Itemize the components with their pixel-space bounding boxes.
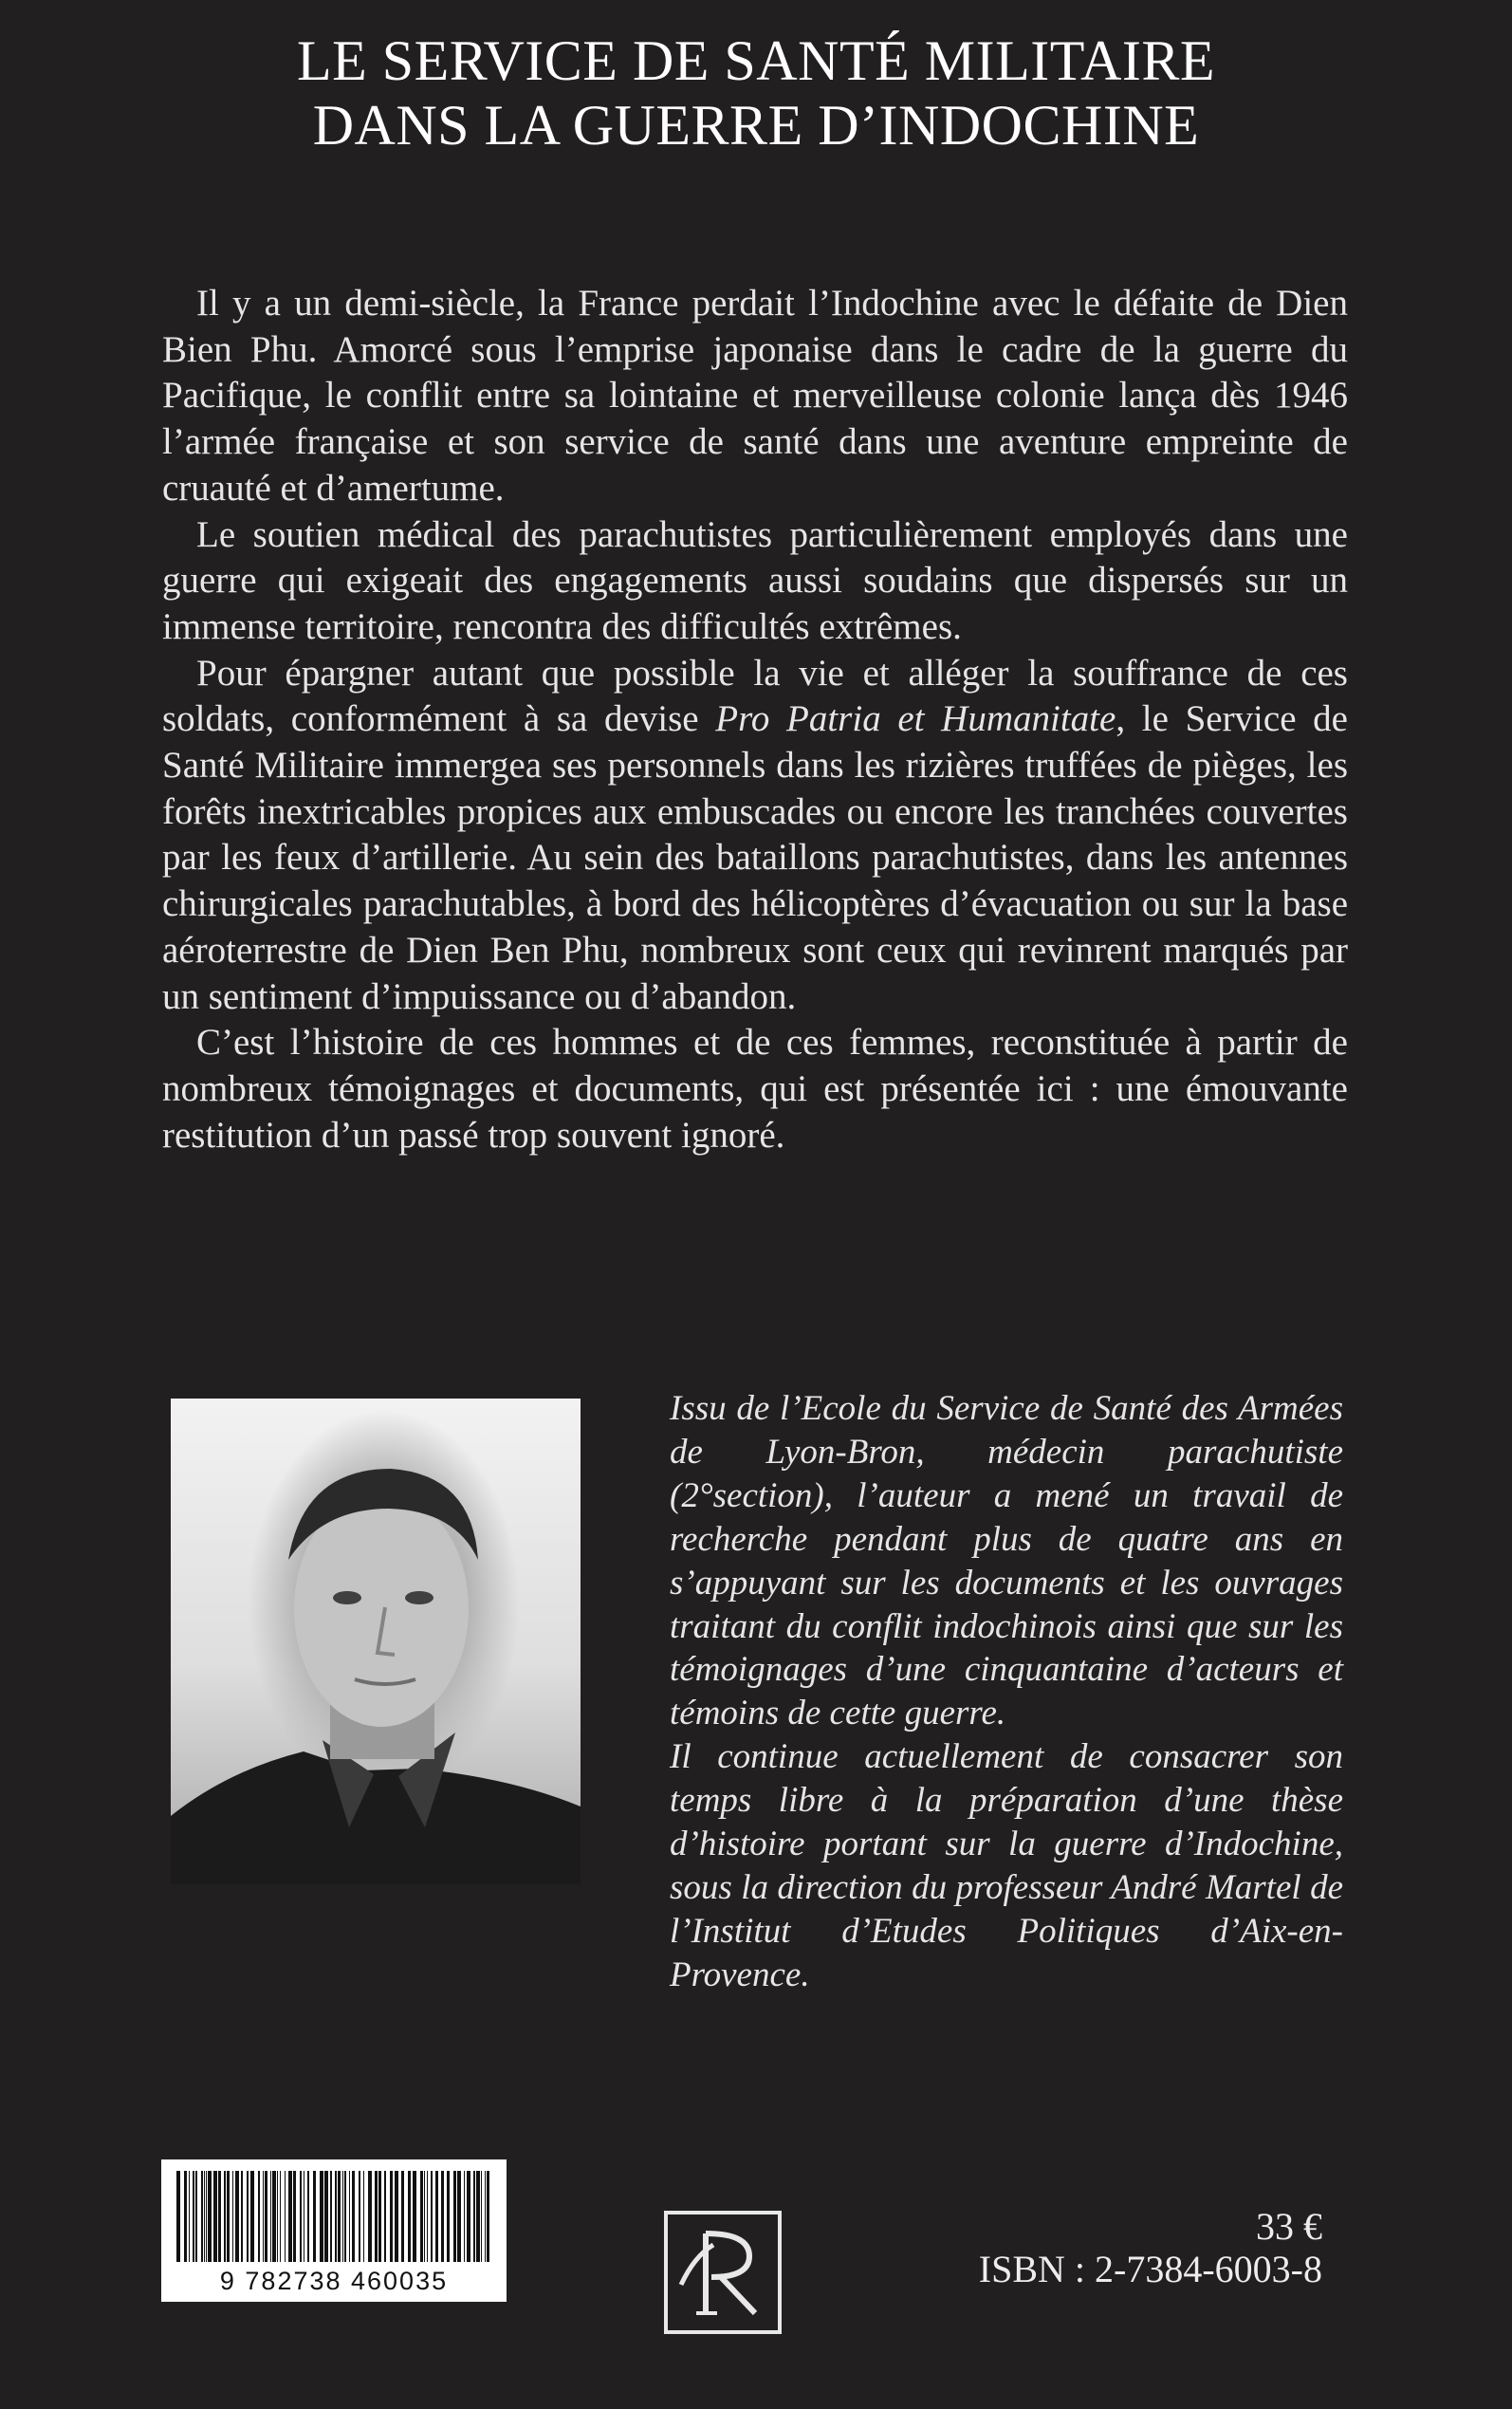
summary-text-run: Pour épargner autant que possible la vie et alléger la souffrance de ces soldats, conformément à sa devise bbox=[162, 652, 1348, 740]
barcode-bar bbox=[413, 2171, 416, 2262]
barcode-bar bbox=[335, 2171, 337, 2262]
summary-paragraph bbox=[162, 651, 1348, 1021]
barcode-bar bbox=[408, 2171, 411, 2262]
barcode-bar bbox=[342, 2171, 343, 2262]
barcode-bar bbox=[280, 2171, 281, 2262]
barcode-bar bbox=[368, 2171, 372, 2262]
barcode-bar bbox=[232, 2171, 233, 2262]
barcode-bar bbox=[208, 2171, 212, 2262]
author-bio-paragraph: Il continue actuellement de consacrer son temps libre à la préparation d’une thèse d’histoire portant sur la guerre d’Indochine, sous la direction du professeur André Martel de l’Institut d’Etudes Politiques d’Aix-en-Provence. bbox=[670, 1737, 1343, 1994]
barcode-bar bbox=[401, 2171, 404, 2262]
barcode-bar bbox=[201, 2171, 203, 2262]
barcode-bar bbox=[204, 2171, 205, 2262]
barcode-bar bbox=[390, 2171, 393, 2262]
motto: Pro Patria et Humanitate bbox=[715, 698, 1116, 740]
barcode-bar bbox=[420, 2171, 423, 2262]
barcode-bar bbox=[435, 2171, 438, 2262]
barcode-bar bbox=[213, 2171, 217, 2262]
barcode-bar bbox=[320, 2171, 323, 2262]
book-title-line-2: DANS LA GUERRE D’INDOCHINE bbox=[312, 94, 1200, 157]
barcode-bar bbox=[313, 2171, 316, 2262]
barcode-bar bbox=[487, 2171, 489, 2262]
barcode-bar bbox=[473, 2171, 475, 2262]
barcode-bar bbox=[250, 2171, 254, 2262]
price: 33 € bbox=[1256, 2205, 1322, 2248]
summary-text-run: , le Service de Santé Militaire immergea ses personnels dans les rizières truffées de pièges, les forêts inextricables propices aux embuscades ou encore les tranchées couvertes par les feux d’artillerie. Au sein des bataillons parachutistes, dans les antennes chirurgicales parachutables, à bord des hélicoptères d’évacuation ou sur la base aéroterrestre de Dien Ben Phu, nombreux sont ceux qui revinrent marqués par un sentiment d’impuissance ou d’abandon. bbox=[162, 698, 1348, 1017]
barcode-bar bbox=[277, 2171, 278, 2262]
barcode-bar bbox=[349, 2171, 350, 2262]
barcode-bar bbox=[363, 2171, 364, 2262]
barcode-bar bbox=[384, 2171, 386, 2262]
barcode-bar bbox=[288, 2171, 292, 2262]
barcode-bar bbox=[344, 2171, 346, 2262]
barcode-bar bbox=[263, 2171, 264, 2262]
author-portrait-icon bbox=[171, 1399, 581, 1884]
barcode-bar bbox=[476, 2171, 480, 2262]
barcode-bar bbox=[330, 2171, 332, 2262]
barcode-bars-icon bbox=[175, 2171, 493, 2262]
book-title bbox=[0, 28, 1512, 158]
barcode-bar bbox=[427, 2171, 428, 2262]
barcode-bar bbox=[285, 2171, 286, 2262]
author-bio-paragraph: Issu de l’Ecole du Service de Santé des Armées de Lyon-Bron, médecin parachutiste (2°section), l’auteur a mené un travail de recherche pendant plus de quatre ans en s’appuyant sur les documents et les ouvrages traitant du conflit indochinois ainsi que sur les témoignages d’une cinquantaine d’acteurs et témoins de cette guerre. bbox=[670, 1389, 1343, 1733]
barcode-bar bbox=[447, 2171, 450, 2262]
barcode-bar bbox=[338, 2171, 341, 2262]
author-photo bbox=[171, 1399, 581, 1884]
barcode-bar bbox=[352, 2171, 355, 2262]
barcode-bar bbox=[206, 2171, 207, 2262]
barcode-bar bbox=[184, 2171, 187, 2262]
barcode-bar bbox=[224, 2171, 226, 2262]
barcode-digits: 9 782738 460035 bbox=[219, 2267, 449, 2295]
barcode-bar bbox=[467, 2171, 470, 2262]
barcode-bar bbox=[195, 2171, 197, 2262]
barcode-bar bbox=[359, 2171, 360, 2262]
barcode-bar bbox=[193, 2171, 194, 2262]
barcode-bar bbox=[457, 2171, 461, 2262]
summary-paragraph: Le soutien médical des parachutistes particulièrement employés dans une guerre qui exigeait des engagements aussi soudains que dispersés sur un immense territoire, rencontra des difficultés extrêmes. bbox=[162, 513, 1348, 647]
barcode-bar bbox=[300, 2171, 302, 2262]
barcode-bar bbox=[307, 2171, 309, 2262]
barcode-bar bbox=[395, 2171, 398, 2262]
barcode bbox=[161, 2159, 507, 2302]
barcode-bar bbox=[265, 2171, 267, 2262]
barcode-bar bbox=[324, 2171, 328, 2262]
barcode-bar bbox=[378, 2171, 381, 2262]
barcode-bar bbox=[272, 2171, 276, 2262]
barcode-bar bbox=[227, 2171, 230, 2262]
barcode-bar bbox=[481, 2171, 482, 2262]
book-title-line-1: LE SERVICE DE SANTÉ MILITAIRE bbox=[296, 29, 1216, 92]
barcode-bar bbox=[270, 2171, 271, 2262]
publisher-logo bbox=[664, 2211, 782, 2334]
barcode-bar bbox=[258, 2171, 260, 2262]
isbn: ISBN : 2-7384-6003-8 bbox=[978, 2248, 1322, 2290]
barcode-bar bbox=[453, 2171, 456, 2262]
barcode-bar bbox=[375, 2171, 378, 2262]
barcode-bar bbox=[441, 2171, 444, 2262]
barcode-bar bbox=[431, 2171, 433, 2262]
author-bio bbox=[670, 1387, 1343, 1997]
summary-paragraph: C’est l’histoire de ces hommes et de ces femmes, reconstituée à partir de nombreux témoignages et documents, qui est présentée ici : une émouvante restitution d’un passé trop souvent ignoré. bbox=[162, 1022, 1348, 1156]
summary-paragraph: Il y a un demi-siècle, la France perdait l’Indochine avec le défaite de Dien Bien Phu. Amorcé sous l’emprise japonaise dans le cadre de la guerre du Pacifique, le conflit entre sa lointaine et merveilleuse colonie lança dès 1946 l’armée française et son service de santé dans une aventure empreinte de cruauté et d’amertume. bbox=[162, 283, 1348, 509]
barcode-bar bbox=[218, 2171, 221, 2262]
barcode-bar bbox=[293, 2171, 296, 2262]
barcode-bar bbox=[464, 2171, 465, 2262]
barcode-bar bbox=[235, 2171, 239, 2262]
barcode-bar bbox=[424, 2171, 425, 2262]
barcode-bar bbox=[247, 2171, 249, 2262]
barcode-bar bbox=[485, 2171, 486, 2262]
barcode-bar bbox=[241, 2171, 243, 2262]
summary-text bbox=[162, 281, 1348, 1158]
barcode-bar bbox=[176, 2171, 180, 2262]
barcode-bar bbox=[189, 2171, 190, 2262]
publisher-monogram-icon bbox=[668, 2214, 778, 2330]
